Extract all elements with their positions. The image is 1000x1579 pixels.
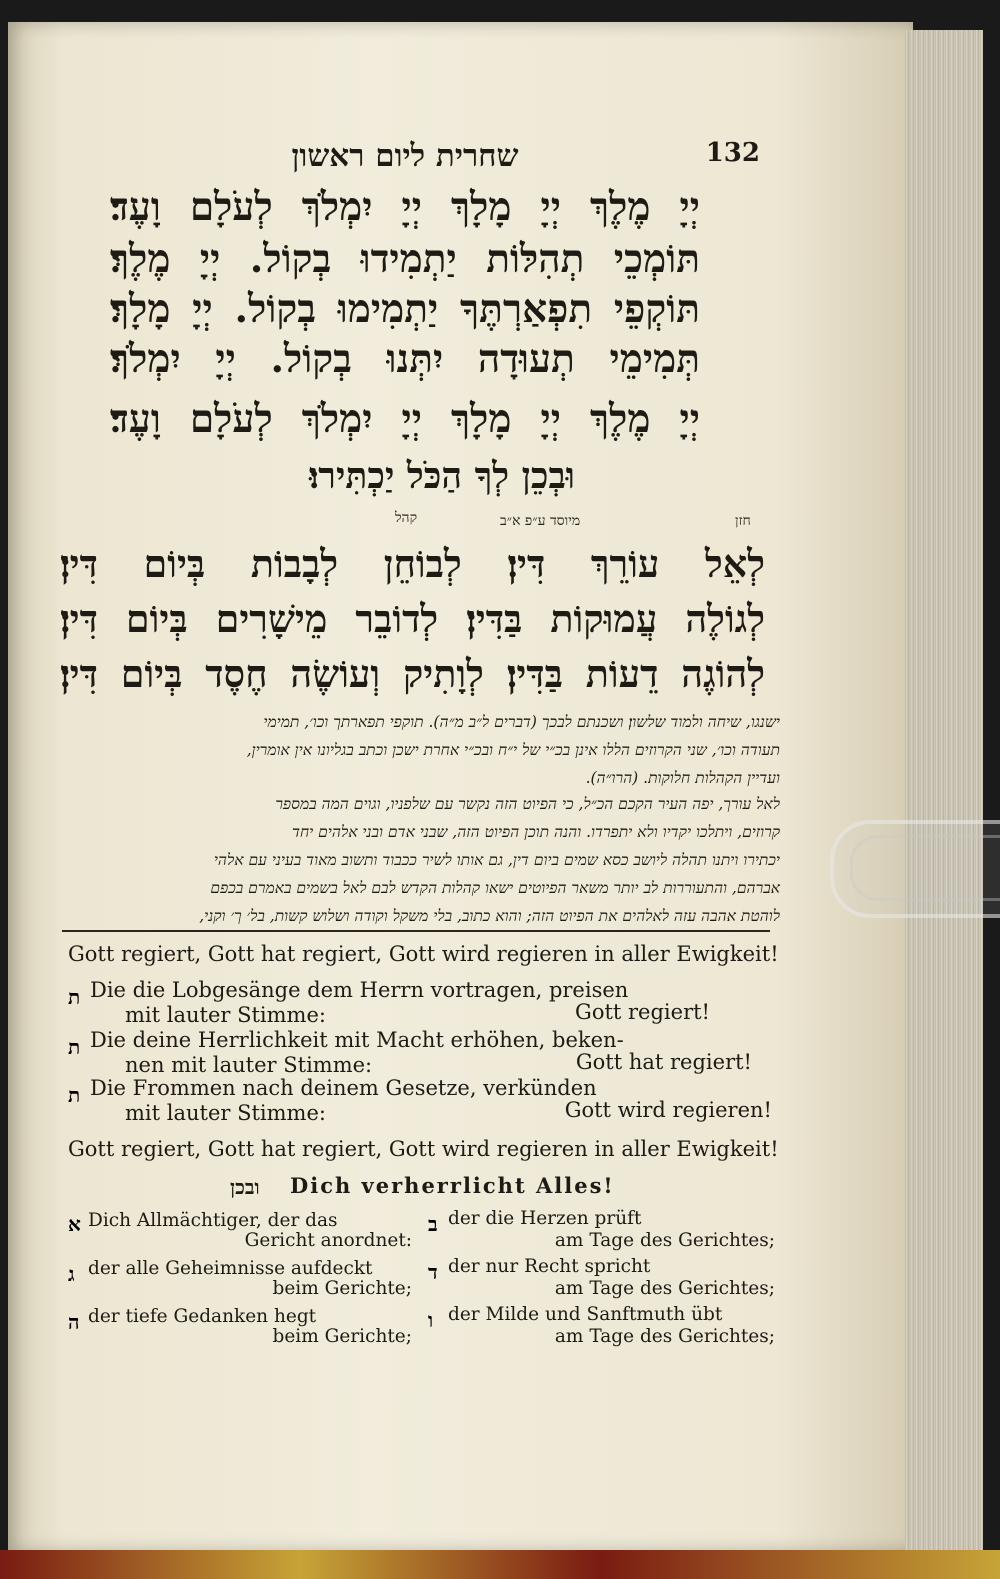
piyut-line-2: לְגוֹלֶה עֲמוּקוֹת בַּדִּין׃ לְדוֹבֵר מֵישָׁרִים בְּיוֹם דִּין׃ [60, 596, 765, 641]
right-2-line-a: der nur Recht spricht [448, 1256, 651, 1277]
left-2-line-a: der alle Geheimnisse aufdeckt [88, 1258, 373, 1279]
commentary-1-line-3: ועדיין הקהלות חלוקות. (הרו״ה). [585, 769, 780, 787]
psalm-line-4: תְּמִימֵי תְעוּדָה יִתְּנוּ בְקוֹל. יְיָ יִמְלֹךְ׃ [110, 336, 700, 382]
commentary-block-1 [60, 708, 780, 792]
right-3-letter: ו [428, 1308, 434, 1332]
right-2-line-b: am Tage des Gerichtes; [554, 1278, 775, 1299]
page-clip-inner [850, 835, 1000, 901]
verse-2-letter: ת [68, 1035, 81, 1059]
cue-chazan: חזן [735, 513, 751, 529]
commentary-1-line-2: תעודה וכו׳, שני הקרוזים הללו אינן בכ״י של י״ח ובכ״י אחרת ישכן וכתב בגליונו אין אומרין, [246, 741, 780, 759]
refrain-line: וּבְכֵן לְךָ הַכֹּל יַכְתִּירוּ׃ [309, 455, 575, 497]
psalm-line-1: יְיָ מֶלֶךְ יְיָ מָלָךְ יְיָ יִמְלֹךְ לְעֹלָם וָעֶד׃ [110, 184, 700, 230]
right-3-line-a: der Milde und Sanftmuth übt [448, 1304, 723, 1325]
commentary-2-line-3: יכתירו ויתנו תהלה ליושב כסא שמים ביום דין, גם אותו לשיר ככבוד ותשוב מאוד בעיני עם אלהי [213, 851, 780, 869]
right-1-letter: ב [428, 1212, 438, 1236]
verse-3-line-a: Die Frommen nach deinem Gesetze, verkünden [90, 1076, 597, 1100]
subheading-german: Dich verherrlicht Alles! [290, 1173, 615, 1198]
cue-author: מיוסד ע״פ א״ב [500, 513, 581, 529]
psalm-line-3: תּוֹקְפֵי תִפְאַרְתֶּךָ יַתְמִימוּ בְקוֹל. יְיָ מָלָךְ׃ [110, 286, 700, 332]
page-number: 132 [705, 138, 760, 168]
commentary-1-line-1: ישנגו, שיחה ולמוד שלשון׃ ושכנתם לבכך (דברים ל״ב מ״ה). תוקפי תפארתך וכו׳, תמימי [263, 713, 780, 731]
psalm-line-2: תּוֹמְכֵי תְהִלּוֹת יַתְמִידוּ בְקוֹל. יְיָ מֶלֶךְ׃ [110, 236, 700, 282]
commentary-2-line-4: אברהם, והתעוררות לב יותר משאר הפיוטים ישאו קהלות הקדש לבם לאל בשמים באמרם בכפם [210, 879, 780, 897]
verse-3-response: Gott wird regieren! [564, 1098, 772, 1122]
psalm-line-5: יְיָ מֶלֶךְ יְיָ מָלָךְ יְיָ יִמְלֹךְ לְעֹלָם וָעֶד׃ [110, 396, 700, 442]
subheading-hebrew: ובכן [230, 1175, 260, 1199]
cue-kahal: קהל [395, 510, 418, 526]
piyut-line-1: לְאֵל עוֹרֵךְ דִּין׃ לְבוֹחֵן לְבָבוֹת בְּיוֹם דִּין׃ [60, 541, 765, 586]
left-1-line-a: Dich Allmächtiger, der das [88, 1210, 338, 1231]
left-3-line-b: beim Gerichte; [272, 1326, 412, 1347]
german-refrain-1: Gott regiert, Gott hat regiert, Gott wird regieren in aller Ewigkeit! [68, 942, 779, 966]
german-refrain-2: Gott regiert, Gott hat regiert, Gott wird regieren in aller Ewigkeit! [68, 1137, 779, 1161]
right-2-letter: ד [428, 1260, 438, 1284]
verse-3-letter: ת [68, 1083, 81, 1107]
left-1-line-b: Gericht anordnet: [244, 1230, 412, 1251]
commentary-block-2 [60, 790, 780, 930]
right-3-line-b: am Tage des Gerichtes; [554, 1326, 775, 1347]
right-1-line-b: am Tage des Gerichtes; [554, 1230, 775, 1251]
commentary-2-line-2: קרוזים, ויתלכו יקדיו ולא יתפרדו. והנה תוכן הפיוט הזה, שבני אדם ובני אלהים יחד [291, 823, 780, 841]
verse-3-line-b: mit lauter Stimme: [125, 1101, 326, 1125]
verse-1-letter: ת [68, 985, 81, 1009]
verse-1-response: Gott regiert! [575, 1000, 710, 1024]
section-divider [62, 930, 770, 932]
commentary-2-line-5: לוהטת אהבה עזה לאלהים את הפיוט הזה; והוא כתוב, בלי משקל וקודה ושלוש קשות, בל׳ ך׳ וקני, [199, 907, 780, 925]
verse-2-line-a: Die deine Herrlichkeit mit Macht erhöhen, beken- [90, 1028, 624, 1052]
left-2-letter: ג [68, 1262, 75, 1286]
commentary-2-line-1: לאל עורך, יפה העיר הקכם הכ״ל, כי הפיוט הזה נקשר עם שלפניו, וגוים המה במספר [275, 795, 780, 813]
running-title: שחרית ליום ראשון [291, 138, 519, 174]
left-2-line-b: beim Gerichte; [272, 1278, 412, 1299]
left-1-letter: א [68, 1212, 81, 1236]
book-cover-edge [0, 1550, 1000, 1579]
left-3-letter: ה [68, 1310, 80, 1334]
piyut-line-3: לְהוֹגֶה דֵעוֹת בַּדִּין׃ לְוָתִיק וְעוֹשֶׂה חֶסֶד בְּיוֹם דִּין׃ [60, 651, 765, 696]
verse-1-line-a: Die die Lobgesänge dem Herrn vortragen, preisen [90, 978, 629, 1002]
verse-1-line-b: mit lauter Stimme: [125, 1003, 326, 1027]
verse-2-response: Gott hat regiert! [575, 1050, 752, 1074]
right-1-line-a: der die Herzen prüft [448, 1208, 642, 1229]
left-3-line-a: der tiefe Gedanken hegt [88, 1306, 317, 1327]
page-edges [905, 30, 983, 1555]
verse-2-line-b: nen mit lauter Stimme: [125, 1053, 373, 1077]
